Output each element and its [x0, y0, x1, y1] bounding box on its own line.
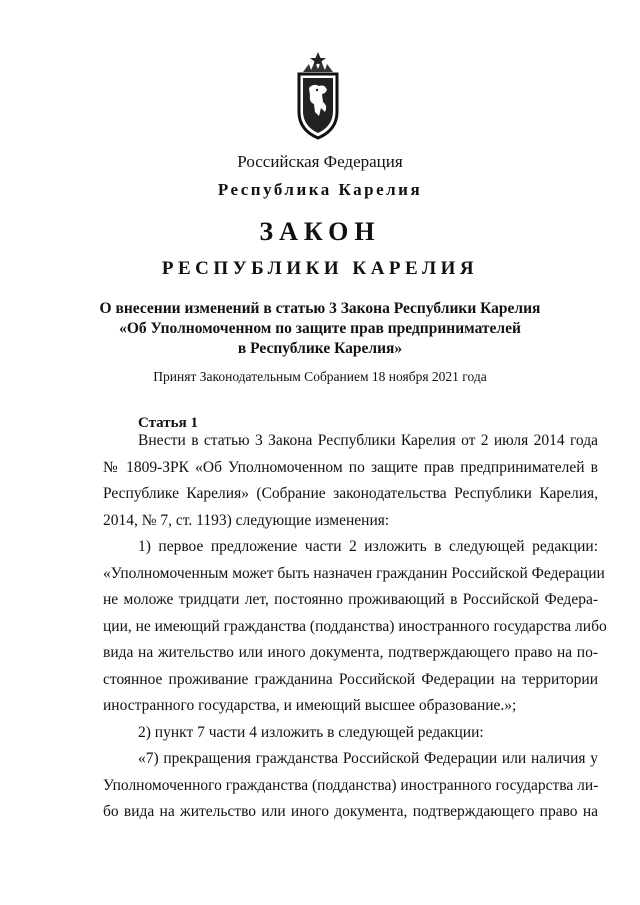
text-line: 2014, № 7, ст. 1193) следующие изменения: [103, 511, 390, 529]
law-title: ЗАКОН [259, 217, 381, 246]
republic-name: Республика Карелия [217, 180, 423, 199]
text-line: иностранного государства, и имеющий высшее образование.»; [103, 697, 517, 714]
adoption-note: Принят Законодательным Собранием 18 ноября 2021 года [153, 369, 487, 384]
text-line: Республике Карелия» (Собрание законодательства Республики Карелия, [103, 485, 598, 502]
law-name-line: «Об Уполномоченном по защите прав предпринимателей [119, 320, 521, 337]
text-line: 1) первое предложение части 2 изложить в следующей редакции: [138, 538, 598, 555]
law-subtitle: РЕСПУБЛИКИ КАРЕЛИЯ [161, 258, 479, 279]
text-line: бо вида на жительство или иного документа, подтверждающего право на [103, 803, 598, 820]
text-line: стоянное проживание гражданина Российской Федерации на территории [103, 670, 598, 688]
law-name-line: О внесении изменений в статью 3 Закона Республики Карелия [99, 300, 541, 317]
law-name-line: в Республике Карелия» [237, 340, 403, 357]
text-line: не моложе тридцати лет, постоянно проживающий в Российской Федера- [103, 591, 598, 608]
text-line: № 1809-ЗРК «Об Уполномоченном по защите прав предпринимателей в [103, 458, 598, 476]
text-line: ции, не имеющий гражданства (подданства) иностранного государства либо [103, 617, 607, 635]
text-line: «7) прекращения гражданства Российской Федерации или наличия у [138, 750, 598, 767]
article-body [103, 428, 607, 826]
text-line: 2) пункт 7 части 4 изложить в следующей редакции: [138, 723, 484, 741]
article-heading: Статья 1 [138, 415, 198, 431]
text-line: Уполномоченного гражданства (подданства) иностранного государства ли- [103, 776, 599, 794]
coat-of-arms-emblem [295, 50, 341, 140]
country-name: Российская Федерация [237, 152, 403, 171]
text-line: «Уполномоченным может быть назначен гражданин Российской Федерации [103, 564, 605, 582]
law-name [0, 299, 640, 359]
text-line: вида на жительство или иного документа, подтверждающего право на по- [103, 644, 598, 661]
text-line: Внести в статью 3 Закона Республики Карелия от 2 июля 2014 года [138, 432, 598, 449]
